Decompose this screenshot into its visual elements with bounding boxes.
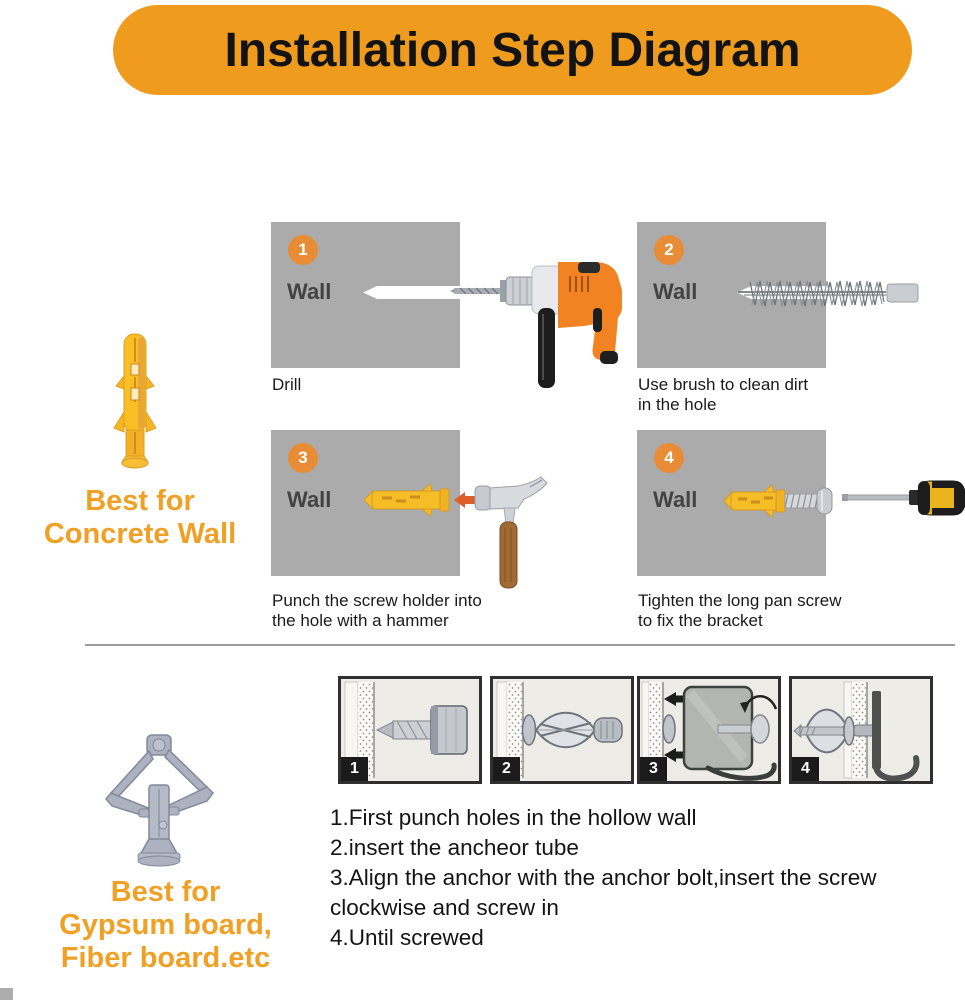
screwdriver-icon bbox=[842, 478, 965, 518]
instruction-line: 1.First punch holes in the hollow wall bbox=[330, 805, 697, 830]
hollow-step-number: 2 bbox=[502, 760, 511, 777]
gypsum-anchor-icon bbox=[103, 733, 218, 868]
hollow-step-number: 1 bbox=[350, 760, 359, 777]
gypsum-caption-line: Best for bbox=[110, 876, 221, 908]
hollow-wall-instructions bbox=[330, 803, 877, 953]
brush-icon bbox=[738, 274, 920, 312]
wall-label: Wall bbox=[653, 279, 698, 304]
step-number-badge bbox=[288, 443, 318, 473]
caption-line: Punch the screw holder into bbox=[272, 591, 482, 610]
wall-label: Wall bbox=[287, 279, 332, 304]
instruction-line: 4.Until screwed bbox=[330, 925, 484, 950]
instruction-line: clockwise and screw in bbox=[330, 895, 559, 920]
step-number-badge bbox=[654, 443, 684, 473]
gypsum-caption-line: Gypsum board, bbox=[59, 909, 272, 941]
caption-line: Drill bbox=[272, 375, 302, 394]
hollow-step-panel-3 bbox=[637, 676, 781, 784]
hollow-step-number-badge bbox=[792, 757, 819, 781]
caption-line: Tighten the long pan screw bbox=[638, 591, 842, 610]
step-number: 2 bbox=[664, 240, 674, 259]
gypsum-caption-line: Fiber board.etc bbox=[60, 942, 271, 974]
gypsum-caption bbox=[33, 876, 298, 975]
title-banner bbox=[113, 5, 912, 95]
hollow-step-number: 3 bbox=[649, 760, 658, 777]
concrete-caption bbox=[15, 485, 265, 551]
instruction-line: 2.insert the ancheor tube bbox=[330, 835, 579, 860]
wall-label: Wall bbox=[287, 487, 332, 512]
instruction-line: 3.Align the anchor with the anchor bolt,insert the screw bbox=[330, 865, 877, 890]
hollow-step-number-badge bbox=[341, 757, 368, 781]
wall-label: Wall bbox=[653, 487, 698, 512]
step-number: 4 bbox=[664, 448, 674, 467]
step-caption-4 bbox=[638, 591, 842, 631]
anchor-with-arrow-icon bbox=[364, 484, 480, 516]
hollow-step-panel-1 bbox=[338, 676, 482, 784]
caption-line: Use brush to clean dirt bbox=[638, 375, 809, 394]
caption-line: to fix the bracket bbox=[638, 611, 763, 630]
step-number-badge bbox=[654, 235, 684, 265]
step-number: 1 bbox=[298, 240, 308, 259]
hollow-step-number-badge bbox=[493, 757, 520, 781]
hollow-step-number-badge bbox=[640, 757, 667, 781]
anchor-with-screw-icon bbox=[724, 484, 842, 518]
drill-icon bbox=[450, 248, 630, 390]
concrete-caption-line: Concrete Wall bbox=[43, 518, 237, 550]
drilled-hole bbox=[363, 286, 460, 299]
step-caption-3 bbox=[272, 591, 482, 631]
caption-line: in the hole bbox=[638, 395, 717, 414]
section-divider bbox=[85, 644, 955, 646]
hammer-icon bbox=[470, 476, 550, 592]
concrete-anchor-icon bbox=[112, 332, 158, 472]
step-number-badge bbox=[288, 235, 318, 265]
hollow-step-number: 4 bbox=[801, 760, 810, 777]
caption-line: the hole with a hammer bbox=[272, 611, 449, 630]
step-panel-1 bbox=[271, 222, 460, 368]
corner-artifact bbox=[0, 988, 13, 1000]
hollow-step-panel-2 bbox=[490, 676, 634, 784]
step-caption-1 bbox=[272, 375, 301, 395]
concrete-caption-line: Best for bbox=[85, 485, 195, 517]
step-caption-2 bbox=[638, 375, 808, 415]
page-title: Installation Step Diagram bbox=[224, 23, 801, 77]
hollow-step-panel-4 bbox=[789, 676, 933, 784]
step-number: 3 bbox=[298, 448, 308, 467]
